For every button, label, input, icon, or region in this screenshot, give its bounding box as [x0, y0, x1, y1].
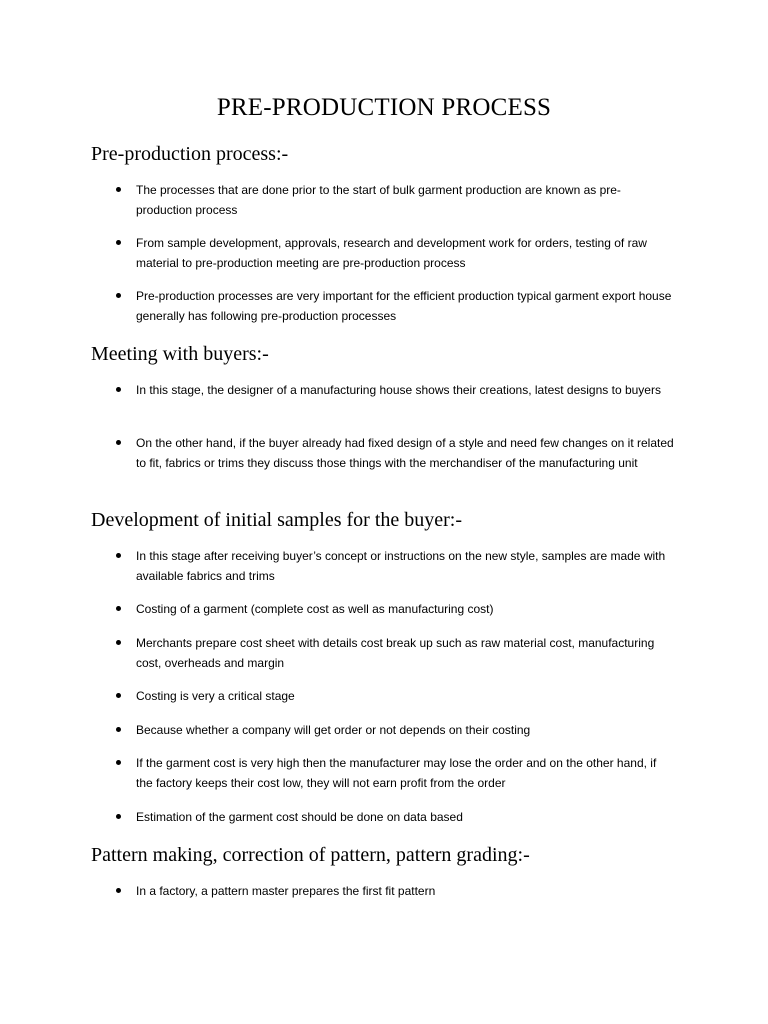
- bullet-icon: [116, 387, 121, 392]
- list-item-text: On the other hand, if the buyer already had fixed design of a style and need few changes on it related to fit, fabrics or trims they discuss those things with the merchandiser of the manufacturing unit: [136, 436, 674, 470]
- section-heading-pre-production-process: Pre-production process:-: [91, 143, 289, 165]
- bullet-icon: [116, 727, 121, 732]
- bullet-icon: [116, 440, 121, 445]
- list-item-text: Estimation of the garment cost should be done on data based: [136, 810, 463, 824]
- bullet-icon: [116, 606, 121, 611]
- list-item-text: If the garment cost is very high then the manufacturer may lose the order and on the other hand, if the factory keeps their cost low, they will not earn profit from the order: [136, 756, 657, 790]
- list-item: [116, 180, 676, 220]
- list-item-text: In a factory, a pattern master prepares the first fit pattern: [136, 884, 436, 898]
- list-item-text: In this stage, the designer of a manufacturing house shows their creations, latest designs to buyers: [136, 383, 661, 397]
- list-item-text: Merchants prepare cost sheet with details cost break up such as raw material cost, manufacturing cost, overheads and margin: [136, 636, 655, 670]
- list-item: [116, 233, 676, 273]
- list-item: [116, 720, 676, 740]
- list-item-text: Pre-production processes are very important for the efficient production typical garment export house generally has following pre-production processes: [136, 289, 672, 323]
- list-item: [116, 881, 676, 901]
- bullet-icon: [116, 640, 121, 645]
- list-item-text: In this stage after receiving buyer’s concept or instructions on the new style, samples are made with available fabrics and trims: [136, 549, 666, 583]
- bullet-icon: [116, 187, 121, 192]
- list-item: [116, 380, 676, 400]
- list-item-text: The processes that are done prior to the start of bulk garment production are known as pre-production process: [136, 183, 621, 217]
- list-item: [116, 807, 676, 827]
- list-item: [116, 286, 676, 326]
- section-heading-development-of-initial-samples: Development of initial samples for the buyer:-: [91, 509, 463, 531]
- list-item: [116, 433, 676, 473]
- list-item-text: Because whether a company will get order or not depends on their costing: [136, 723, 531, 737]
- list-item: [116, 686, 676, 706]
- list-item: [116, 546, 676, 586]
- document-title: PRE-PRODUCTION PROCESS: [216, 94, 552, 121]
- bullet-icon: [116, 293, 121, 298]
- list-item: [116, 753, 676, 793]
- bullet-icon: [116, 760, 121, 765]
- list-item: [116, 633, 676, 673]
- bullet-icon: [116, 240, 121, 245]
- bullet-icon: [116, 888, 121, 893]
- bullet-icon: [116, 814, 121, 819]
- section-heading-pattern-making: Pattern making, correction of pattern, pattern grading:-: [91, 844, 530, 866]
- list-item: [116, 599, 676, 619]
- bullet-icon: [116, 693, 121, 698]
- list-item-text: Costing is very a critical stage: [136, 689, 295, 703]
- bullet-icon: [116, 553, 121, 558]
- list-item-text: From sample development, approvals, research and development work for orders, testing of raw material to pre-production meeting are pre-production process: [136, 236, 647, 270]
- section-heading-meeting-with-buyers: Meeting with buyers:-: [91, 343, 269, 365]
- list-item-text: Costing of a garment (complete cost as well as manufacturing cost): [136, 602, 494, 616]
